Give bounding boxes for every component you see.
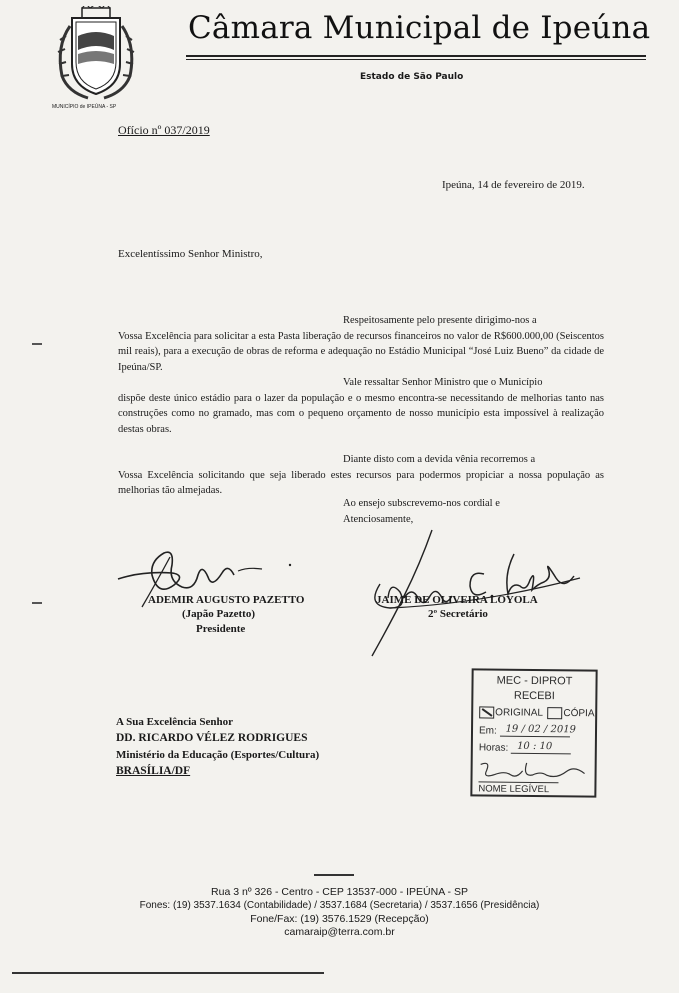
letterhead-rule-thin (186, 59, 646, 60)
protocol-stamp (470, 668, 597, 797)
copia-checkbox (547, 707, 562, 719)
paragraph-2-first-line: Vale ressaltar Senhor Ministro que o Município (343, 377, 543, 388)
paragraph-1-first-line: Respeitosamente pelo presente dirigimo-nos a (343, 315, 537, 326)
original-checkbox (479, 706, 494, 718)
bottom-rule (12, 972, 324, 974)
recipient-ministry: Ministério da Educação (Esportes/Cultura) (116, 749, 320, 761)
recipient-line-1: A Sua Excelência Senhor (116, 716, 234, 728)
left-signatory-role: Presidente (196, 623, 246, 635)
footer-rule (314, 874, 354, 876)
paragraph-3 (118, 452, 604, 499)
letterhead-rule (186, 55, 646, 57)
em-handwritten-value: 19 / 02 / 2019 (505, 723, 577, 736)
paragraph-3-body: Vossa Excelência solicitando que seja liberado estes recursos para podermos propiciar a nossa população as melhorias tão almejadas. (118, 469, 604, 496)
paragraph-3-first-line: Diante disto com a devida vênia recorremos a (343, 454, 536, 465)
stamp-subtitle: RECEBI (513, 689, 555, 703)
municipal-crest (52, 6, 140, 116)
stamp-signature-scribble (476, 758, 592, 783)
right-signatory-role: 2º Secretário (428, 608, 488, 620)
paragraph-2-body: dispõe deste único estádio para o lazer da população e o mesmo encontra-se necessitando de melhorias tanto nas construções como no gramado, mas com o pequeno orçamento de nosso município esta impossível à realização destas obras. (118, 392, 604, 435)
stamp-footer-label: NOME LEGÍVEL (478, 781, 558, 795)
footer-address: Rua 3 nº 326 - Centro - CEP 13537-000 - IPEÚNA - SP (211, 886, 468, 898)
stamp-time-row (479, 742, 571, 754)
closing-line-2: Atenciosamente, (343, 514, 414, 525)
letter-date: Ipeúna, 14 de fevereiro de 2019. (442, 179, 585, 191)
margin-mark (32, 602, 42, 604)
em-label: Em: (478, 725, 497, 737)
crest-caption: MUNICÍPIO de IPEÚNA - SP (52, 104, 117, 110)
right-signatory-name: JAIME DE OLIVEIRA LOYOLA (376, 594, 538, 606)
crest-emblem-icon (52, 6, 140, 102)
recipient-name: DD. RICARDO VÉLEZ RODRIGUES (116, 732, 308, 744)
closing-line-1: Ao ensejo subscrevemo-nos cordial e (343, 498, 500, 509)
em-field (500, 723, 577, 738)
paragraph-2 (118, 375, 604, 437)
letterhead-subtitle: Estado de São Paulo (360, 72, 464, 82)
footer-email: camaraip@terra.com.br (284, 926, 395, 938)
horas-field (511, 740, 571, 755)
copia-label: CÓPIA (563, 707, 595, 720)
left-signatory-name: ADEMIR AUGUSTO PAZETTO (148, 594, 305, 606)
recipient-city: BRASÍLIA/DF (116, 765, 191, 777)
paragraph-1 (118, 313, 604, 375)
horas-handwritten-value: 10 : 10 (517, 740, 553, 753)
oficio-number: Ofício nº 037/2019 (118, 123, 210, 137)
stamp-title: MEC - DIPROT (496, 674, 573, 688)
letterhead-title: Câmara Municipal de Ipeúna (188, 10, 651, 46)
paragraph-1-body: Vossa Excelência para solicitar a esta Pasta liberação de recursos financeiros no valor de R$600.000,00 (Seiscentos mil reais), para a execução de obras de reforma e adequação no Estádio Municipal “José Luiz Bueno” da cidade de Ipeúna/SP. (118, 330, 604, 373)
stamp-options-row (479, 706, 594, 719)
left-signatory-nickname: (Japão Pazetto) (182, 608, 256, 620)
stamp-date-row (478, 723, 577, 737)
salutation: Excelentíssimo Senhor Ministro, (118, 248, 263, 260)
horas-label: Horas: (478, 742, 509, 754)
margin-mark (32, 343, 42, 345)
footer-fax: Fone/Fax: (19) 3576.1529 (Recepção) (250, 913, 429, 925)
original-label: ORIGINAL (495, 707, 543, 719)
footer-phones: Fones: (19) 3537.1634 (Contabilidade) / 3537.1684 (Secretaria) / 3537.1656 (Presidência) (139, 900, 540, 911)
